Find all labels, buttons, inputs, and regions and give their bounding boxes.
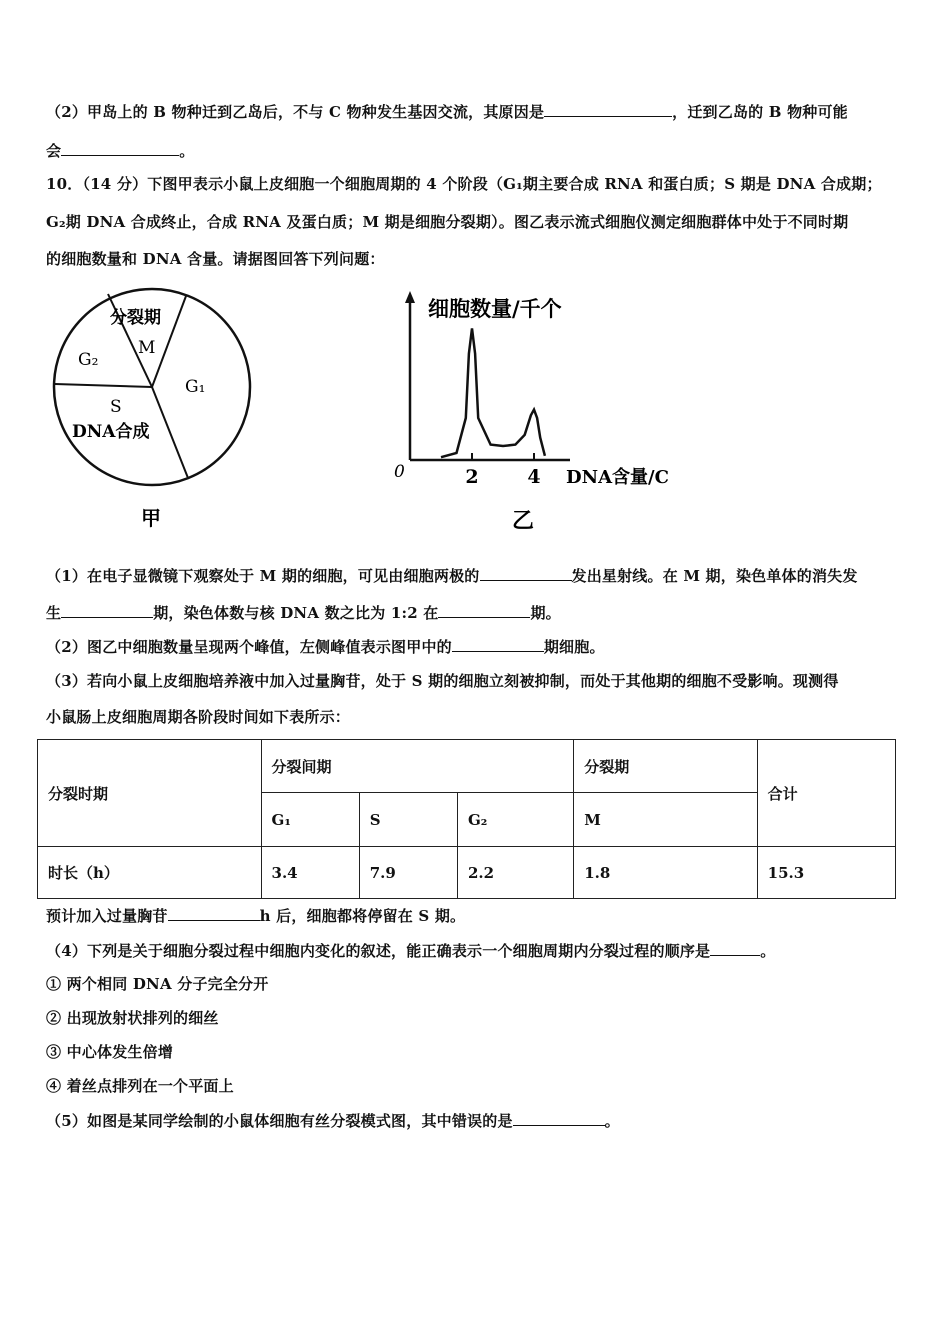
q10-4-option-3: ③ 中心体发生倍增 bbox=[46, 1043, 174, 1061]
th-total: 合计 bbox=[757, 740, 895, 847]
y-axis-label: 细胞数量/千个 bbox=[428, 296, 562, 321]
x-tick-label-2: 2 bbox=[465, 466, 479, 488]
label-s: S bbox=[110, 397, 122, 417]
q10-3-line1: （3）若向小鼠上皮细胞培养液中加入过量胸苷，处于 S 期的细胞立刻被抑制，而处于其他期的细胞不受影响。现测得 bbox=[46, 672, 839, 690]
answer-blank[interactable] bbox=[452, 637, 544, 652]
th-division: 分裂期 bbox=[574, 740, 757, 793]
th-s: S bbox=[359, 793, 457, 847]
caption-yi: 乙 bbox=[512, 508, 535, 534]
q10-4-option-4: ④ 着丝点排列在一个平面上 bbox=[46, 1077, 234, 1095]
q9-2-line1: （2）甲岛上的 B 物种迁到乙岛后，不与 C 物种发生基因交流，其原因是 ，迁到乙岛的 B 物种可能 bbox=[46, 103, 848, 121]
pie-divider-g2-s bbox=[55, 384, 152, 387]
th-g1: G₁ bbox=[261, 793, 359, 847]
dna-content-curve bbox=[441, 328, 545, 457]
cell-m: 1.8 bbox=[574, 847, 757, 899]
answer-blank[interactable] bbox=[710, 941, 760, 956]
dna-content-chart bbox=[394, 291, 669, 534]
cell-total: 15.3 bbox=[757, 847, 895, 899]
label-dna-synthesis: DNA合成 bbox=[72, 422, 150, 442]
answer-blank[interactable] bbox=[438, 603, 530, 618]
answer-blank[interactable] bbox=[61, 141, 179, 156]
cell-g1: 3.4 bbox=[261, 847, 359, 899]
q10-4-stem: （4）下列是关于细胞分裂过程中细胞内变化的叙述，能正确表示一个细胞周期内分裂过程的顺序是 。 bbox=[46, 942, 776, 960]
caption-jia: 甲 bbox=[141, 506, 161, 530]
th-period: 分裂时期 bbox=[38, 740, 262, 847]
y-axis-arrow bbox=[405, 291, 415, 303]
row-label-duration: 时长（h） bbox=[38, 847, 262, 899]
figure-panel bbox=[0, 285, 950, 540]
label-g2: G₂ bbox=[78, 350, 99, 370]
cell-s: 7.9 bbox=[359, 847, 457, 899]
pie-divider-s-g1 bbox=[152, 387, 188, 478]
q9-2-line2: 会 。 bbox=[46, 142, 195, 160]
answer-blank[interactable] bbox=[61, 603, 153, 618]
label-m: M bbox=[138, 338, 156, 358]
q10-1-line2: 生 期，染色体数与核 DNA 数之比为 1:2 在 期。 bbox=[46, 604, 561, 622]
th-g2: G₂ bbox=[457, 793, 573, 847]
q10-stem-line1: 10．（14 分）下图甲表示小鼠上皮细胞一个细胞周期的 4 个阶段（G₁期主要合成 RNA 和蛋白质；S 期是 DNA 合成期； bbox=[46, 175, 882, 193]
x-tick-label-4: 4 bbox=[527, 466, 541, 488]
cell-cycle-pie bbox=[54, 289, 250, 530]
q10-3-line2: 小鼠肠上皮细胞周期各阶段时间如下表所示： bbox=[46, 708, 351, 726]
q10-stem-line2: G₂期 DNA 合成终止，合成 RNA 及蛋白质；M 期是细胞分裂期）。图乙表示流式细胞仪测定细胞群体中处于不同时期 bbox=[46, 213, 849, 231]
q10-2-line: （2）图乙中细胞数量呈现两个峰值，左侧峰值表示图甲中的 期细胞。 bbox=[46, 638, 605, 656]
q10-5-line: （5）如图是某同学绘制的小鼠体细胞有丝分裂模式图，其中错误的是 。 bbox=[46, 1112, 620, 1130]
answer-blank[interactable] bbox=[168, 906, 260, 921]
cell-cycle-table bbox=[37, 739, 896, 899]
answer-blank[interactable] bbox=[480, 566, 572, 581]
q10-3-question: 预计加入过量胸苷 h 后，细胞都将停留在 S 期。 bbox=[46, 907, 466, 925]
label-g1: G₁ bbox=[185, 377, 206, 397]
q10-1-line1: （1）在电子显微镜下观察处于 M 期的细胞，可见由细胞两极的 发出星射线。在 M 期，染色单体的消失发 bbox=[46, 567, 858, 585]
answer-blank[interactable] bbox=[544, 102, 672, 117]
th-m: M bbox=[574, 793, 757, 847]
q10-stem-line3: 的细胞数量和 DNA 含量。请据图回答下列问题： bbox=[46, 250, 385, 268]
origin-label: 0 bbox=[394, 462, 405, 482]
q10-4-option-1: ① 两个相同 DNA 分子完全分开 bbox=[46, 975, 269, 993]
cell-g2: 2.2 bbox=[457, 847, 573, 899]
answer-blank[interactable] bbox=[513, 1111, 605, 1126]
q10-4-option-2: ② 出现放射状排列的细丝 bbox=[46, 1009, 219, 1027]
th-interphase: 分裂间期 bbox=[261, 740, 574, 793]
x-axis-label: DNA含量/C bbox=[566, 467, 669, 488]
label-split-phase: 分裂期 bbox=[110, 308, 161, 328]
